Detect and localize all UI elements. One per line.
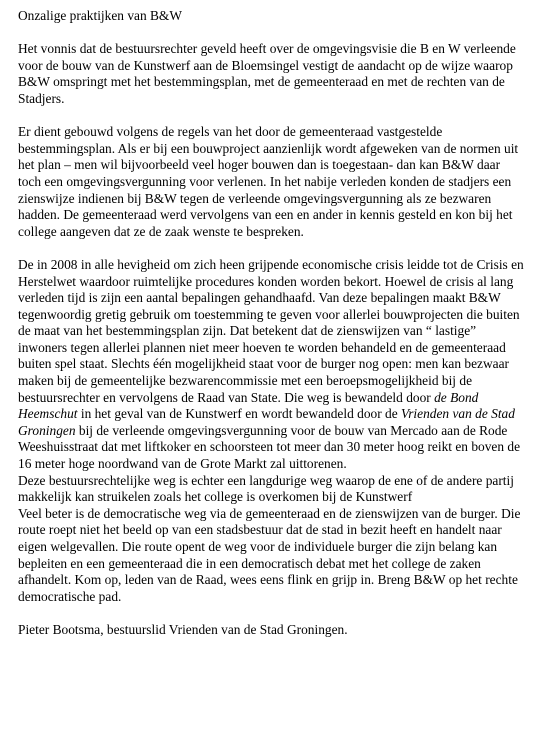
signature: Pieter Bootsma, bestuurslid Vrienden van de Stad Groningen. xyxy=(18,621,348,637)
spacer xyxy=(18,25,550,42)
paragraph-2: Er dient gebouwd volgens de regels van het door de gemeenteraad vastgestelde bestemmingsplan. Als er bij een bouwproject aanzienlijk wordt afgeweken van de normen uit het plan – men wil bijvoorbeeld veel hoger bouwen dan is toegestaan- dan kan B&W daar toch een omgevingsvergunning voor verlenen. In het nabije verleden konden de stadjers een zienswijze indienen bij B&W tegen de verleende omgevingsvergunning als ze bezwaren hadden. De gemeenteraad werd vervolgens van een en ander in kennis gesteld en kon bij het college aangeven dat ze de zaak wenste te bespreken. xyxy=(18,124,519,239)
spacer xyxy=(18,108,550,125)
paragraph-3-text-c: bij de verleende omgevingsvergunning voor de bouw van Mercado aan de Rode Weeshuisstraat dat met liftkoker en schoorsteen tot meer dan 30 meter hoog reikt en boven de 16 meter hoge noordwand van de Grote Markt zal uittorenen. Deze bestuursrechtelijke weg is echter een langdurige weg waarop de ene of de andere partij makkelijk kan struikelen zoals het college is overkomen bij de Kunstwerf Veel beter is de democratische weg via de gemeenteraad en de zienswijzen van de burger. Die route roept niet het beeld op van een stadsbestuur dat de stad in bezit heeft en handelt naar eigen welgevallen. Die route opent de weg voor de individuele burger die zijn belang kan bepleiten en een gemeenteraad die in een democratisch debat met het college de zaken afhandelt. Kom op, leden van de Raad, wees eens flink en grijp in. Breng B&W op het rechte democratische pad. xyxy=(18,422,521,604)
paragraph-1: Het vonnis dat de bestuursrechter geveld heeft over de omgevingsvisie die B en W verleende voor de bouw van de Kunstwerf aan de Bloemsingel vestigt de aandacht op de wijze waarop B&W omspringt met het bestemmingsplan, met de gemeenteraad en met de rechten van de Stadjers. xyxy=(18,41,516,106)
spacer xyxy=(18,240,550,257)
italic-organisation-name: Vrienden van de Stad Groningen xyxy=(18,406,515,438)
paragraph-3-text-a: De in 2008 in alle hevigheid om zich heen grijpende economische crisis leidde tot de Crisis en Herstelwet waardoor ruimtelijke procedures konden worden bekort. Hoewel de crisis al lang verleden tijd is zijn een aantal bepalingen gehandhaafd. Van deze bepalingen maakt B&W tegenwoordig gretig gebruik om toestemming te geven voor allerlei bouwprojecten die buiten de maat van het bestemmingsplan zijn. Dat betekent dat de zienswijzen van “ lastige” inwoners tegen allerlei plannen niet meer hoeven te worden behandeld en de gemeenteraad buiten spel staat. Slechts één mogelijkheid staat voor de burger nog open: men kan bezwaar maken bij de gemeentelijke bezwarencommissie met een beroepsmogelijkheid bij de bestuursrechter en vervolgens de Raad van State. Die weg is bewandeld door xyxy=(18,256,524,405)
paragraph-3-text-b: in het geval van de Kunstwerf en wordt bewandeld door de xyxy=(77,406,402,422)
italic-organisation-name: de Bond Heemschut xyxy=(18,389,479,422)
spacer xyxy=(18,605,550,622)
paragraph-3 xyxy=(18,257,550,605)
document-title: Onzalige praktijken van B&W xyxy=(18,8,182,23)
